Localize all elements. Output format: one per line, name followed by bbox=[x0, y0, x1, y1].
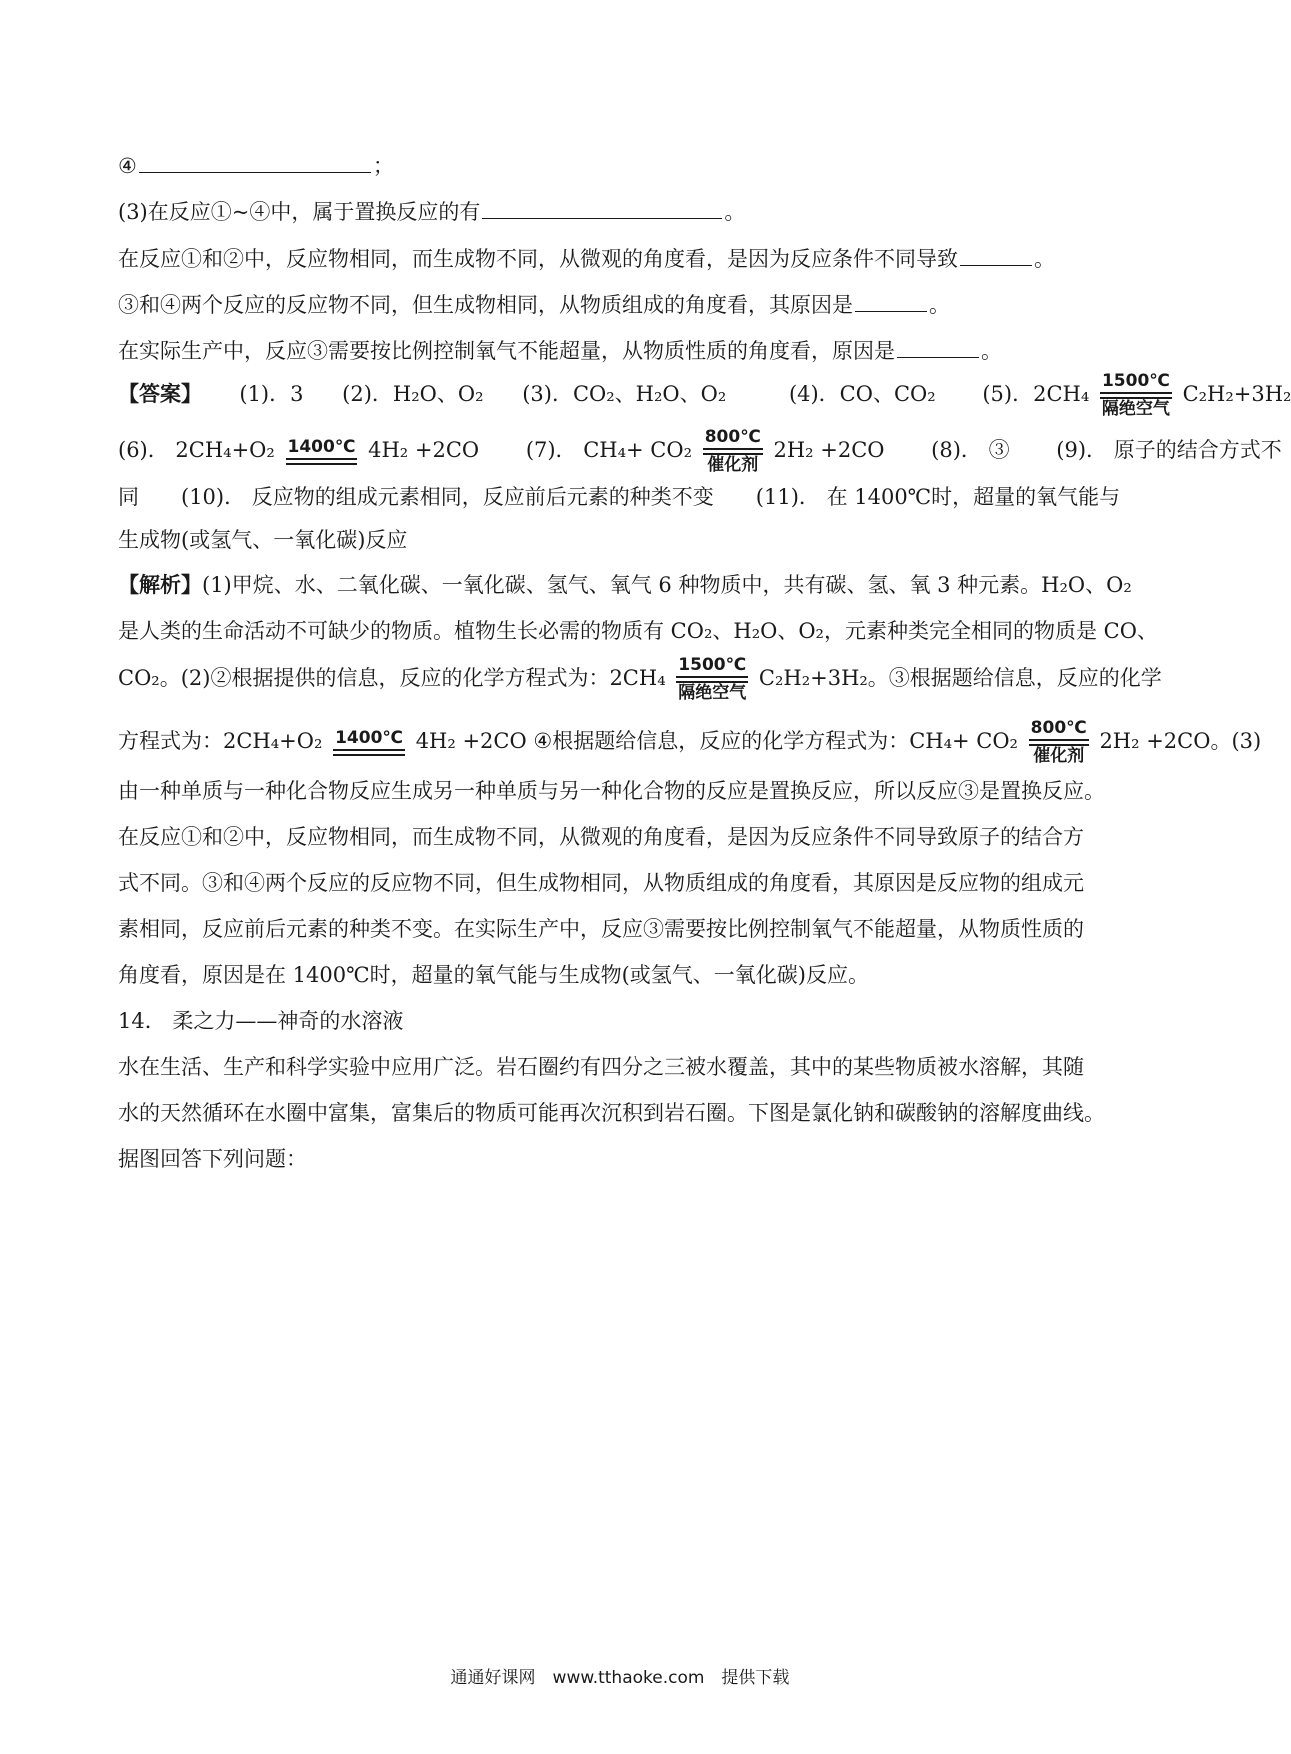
q4-suffix: ； bbox=[372, 154, 394, 178]
answer-5-products: C₂H₂+3H₂ bbox=[1182, 382, 1291, 406]
analysis-4-text-mid: 4H₂ +2CO ④根据题给信息，反应的化学方程式为：CH₄+ CO₂ bbox=[415, 729, 1018, 753]
page-footer: 通通好课网 www.tthaoke.com 提供下载 bbox=[450, 1668, 790, 1688]
answer-7-reactants: (7)． CH₄+ CO₂ bbox=[525, 438, 693, 462]
equals-sign bbox=[333, 749, 405, 756]
analysis-line-7: 式不同。③和④两个反应的反应物不同，但生成物相同，从物质组成的角度看，其原因是反应物的组成元 bbox=[118, 871, 1084, 895]
answer-5-reactants: (5)．2CH₄ bbox=[982, 382, 1090, 406]
reaction-condition bbox=[286, 436, 358, 465]
answer-line-4: 生成物(或氢气、一氧化碳)反应 bbox=[118, 528, 408, 552]
answer-8: (8)． ③ bbox=[931, 438, 1010, 462]
q-reaction12-text: 在反应①和②中，反应物相同，而生成物不同，从微观的角度看，是因为反应条件不同导致 bbox=[118, 247, 958, 271]
analysis-4-text-end: 2H₂ +2CO。(3) bbox=[1099, 729, 1262, 753]
reaction-condition bbox=[1100, 373, 1172, 418]
answer-line-1 bbox=[118, 371, 1291, 419]
answer-blank bbox=[897, 335, 979, 358]
reaction-condition bbox=[1029, 720, 1089, 765]
reaction-condition bbox=[703, 429, 763, 474]
analysis-line-3 bbox=[118, 654, 1162, 703]
equals-sign bbox=[676, 676, 748, 683]
condition-temperature: 1500℃ bbox=[1101, 371, 1170, 391]
q-reaction12-end: 。 bbox=[1034, 247, 1055, 271]
question-14-paragraph-2: 水的天然循环在水圈中富集，富集后的物质可能再次沉积到岩石圈。下图是氯化钠和碳酸钠的溶解度曲线。 bbox=[118, 1101, 1105, 1125]
analysis-line-9: 角度看，原因是在 1400℃时，超量的氧气能与生成物(或氢气、一氧化碳)反应。 bbox=[118, 963, 869, 987]
q-reaction34-line bbox=[118, 289, 1128, 320]
condition-temperature: 1400℃ bbox=[287, 436, 356, 457]
q-practice-line bbox=[118, 335, 1128, 366]
analysis-3-text: CO₂。(2)②根据提供的信息，反应的化学方程式为：2CH₄ bbox=[118, 666, 666, 690]
answer-2: (2)．H₂O、O₂ bbox=[342, 382, 484, 406]
q-reaction34-text: ③和④两个反应的反应物不同，但生成物相同，从物质组成的角度看，其原因是 bbox=[118, 293, 853, 317]
condition-note: 催化剂 bbox=[707, 455, 759, 475]
equals-sign bbox=[286, 458, 358, 465]
q4-prefix: ④ bbox=[118, 154, 137, 178]
q3-end: 。 bbox=[724, 200, 746, 224]
analysis-label: 【解析】 bbox=[118, 572, 202, 597]
answer-label: 【答案】 bbox=[118, 381, 202, 406]
answer-6-reactants: (6)． 2CH₄+O₂ bbox=[118, 438, 275, 462]
answer-6-products: 4H₂ +2CO bbox=[368, 438, 480, 462]
q3-text: (3)在反应①~④中，属于置换反应的有 bbox=[118, 200, 481, 224]
analysis-4-text: 方程式为：2CH₄+O₂ bbox=[118, 729, 323, 753]
equals-sign bbox=[1029, 739, 1089, 746]
answer-blank bbox=[855, 289, 927, 312]
q-practice-end: 。 bbox=[981, 339, 1002, 363]
q-reaction34-end: 。 bbox=[929, 293, 950, 317]
analysis-3-text-end: C₂H₂+3H₂。③根据题给信息，反应的化学 bbox=[758, 666, 1162, 690]
answer-line-2 bbox=[118, 427, 1282, 475]
condition-note: 隔绝空气 bbox=[1101, 399, 1170, 419]
q-practice-text: 在实际生产中，反应③需要按比例控制氧气不能超量，从物质性质的角度看，原因是 bbox=[118, 339, 895, 363]
equals-sign bbox=[1100, 392, 1172, 399]
analysis-line-2: 是人类的生命活动不可缺少的物质。植物生长必需的物质有 CO₂、H₂O、O₂，元素种类完全相同的物质是 CO、 bbox=[118, 619, 1158, 643]
answer-blank bbox=[960, 243, 1032, 266]
analysis-line-4 bbox=[118, 718, 1262, 766]
answer-blank bbox=[139, 150, 371, 173]
condition-note: 催化剂 bbox=[1033, 746, 1085, 766]
condition-temperature: 1400℃ bbox=[335, 727, 403, 748]
answer-7-products: 2H₂ +2CO bbox=[773, 438, 885, 462]
analysis-line-6: 在反应①和②中，反应物相同，而生成物不同，从微观的角度看，是因为反应条件不同导致原子的结合方 bbox=[118, 825, 1084, 849]
answer-4: (4)．CO、CO₂ bbox=[788, 382, 936, 406]
q4-blank-line bbox=[118, 150, 1128, 181]
q3-line bbox=[118, 196, 1128, 227]
question-14-title: 14． 柔之力——神奇的水溶液 bbox=[118, 1009, 404, 1033]
answer-3: (3)．CO₂、H₂O、O₂ bbox=[522, 382, 727, 406]
answer-1: (1)．3 bbox=[239, 382, 304, 406]
question-14-paragraph-3: 据图回答下列问题： bbox=[118, 1147, 307, 1171]
reaction-condition bbox=[333, 727, 405, 756]
reaction-condition bbox=[676, 657, 748, 702]
q-reaction12-line bbox=[118, 243, 1128, 274]
condition-temperature: 1500℃ bbox=[678, 655, 747, 675]
answer-9: (9)． 原子的结合方式不 bbox=[1056, 438, 1282, 462]
analysis-line-5: 由一种单质与一种化合物反应生成另一种单质与另一种化合物的反应是置换反应，所以反应③是置换反应。 bbox=[118, 779, 1105, 803]
answer-line-3: 同 (10)． 反应物的组成元素相同，反应前后元素的种类不变 (11)． 在 1400℃时，超量的氧气能与 bbox=[118, 485, 1121, 509]
analysis-text: (1)甲烷、水、二氧化碳、一氧化碳、氢气、氧气 6 种物质中，共有碳、氢、氧 3 种元素。H₂O、O₂ bbox=[202, 573, 1132, 597]
condition-note: 隔绝空气 bbox=[678, 683, 747, 703]
question-14-paragraph-1: 水在生活、生产和科学实验中应用广泛。岩石圈约有四分之三被水覆盖，其中的某些物质被水溶解，其随 bbox=[118, 1055, 1084, 1079]
answer-blank bbox=[482, 196, 722, 219]
condition-temperature: 800℃ bbox=[704, 427, 761, 447]
analysis-line-1 bbox=[118, 570, 1132, 600]
analysis-line-8: 素相同，反应前后元素的种类不变。在实际生产中，反应③需要按比例控制氧气不能超量，从物质性质的 bbox=[118, 917, 1084, 941]
condition-temperature: 800℃ bbox=[1030, 718, 1087, 738]
equals-sign bbox=[703, 448, 763, 455]
